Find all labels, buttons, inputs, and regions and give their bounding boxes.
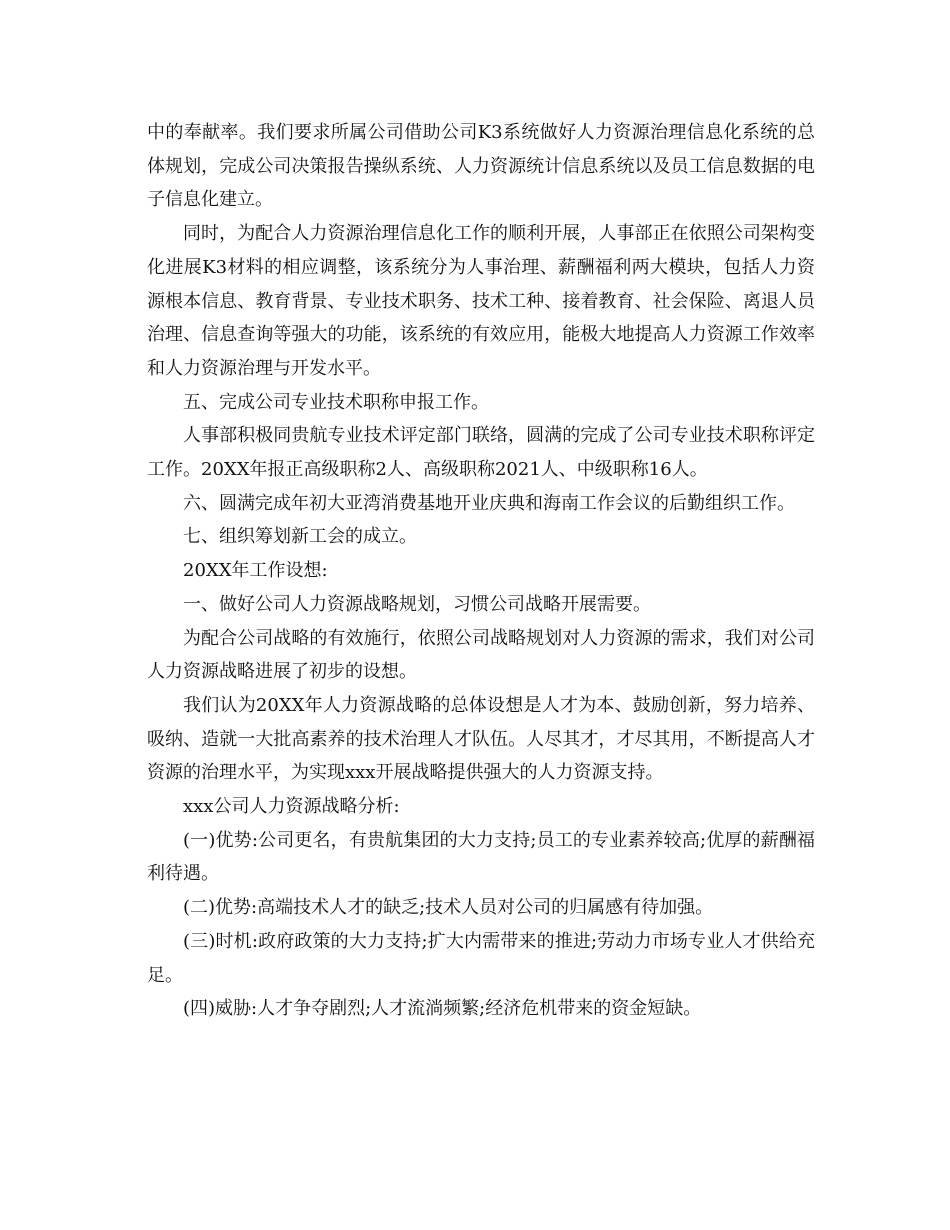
paragraph-6: 七、组织筹划新工会的成立。 — [183, 526, 417, 548]
paragraph-13: (二)优势:高端技术人才的缺乏;技术人员对公司的归属感有待加强。 — [183, 897, 714, 919]
paragraph-9: 为配合公司战略的有效施行，依照公司战略规划对人力资源的需求，我们对公司人力资源战略进展了初步的设想。 — [147, 627, 815, 683]
paragraph-5: 六、圆满完成年初大亚湾消费基地开业庆典和海南工作会议的后勤组织工作。 — [183, 492, 795, 514]
paragraph-15: (四)威胁:人才争夺剧烈;人才流淌频繁;经济危机带来的资金短缺。 — [183, 998, 702, 1020]
paragraph-12: (一)优势:公司更名，有贵航集团的大力支持;员工的专业素养较高;优厚的薪酬福利待遇。 — [147, 829, 815, 885]
paragraph-2: 同时，为配合人力资源治理信息化工作的顺利开展，人事部正在依照公司架构变化进展K3材料的相应调整，该系统分为人事治理、薪酬福利两大模块，包括人力资源根本信息、教育背景、专业技术职务、技术工种、接着教育、社会保险、离退人员治理、信息查询等强大的功能，该系统的有效应用，能极大地提高人力资源工作效率和人力资源治理与开发水平。 — [147, 223, 815, 379]
paragraph-3: 五、完成公司专业技术职称申报工作。 — [183, 391, 489, 413]
document-body — [147, 116, 815, 1026]
paragraph-8: 一、做好公司人力资源战略规划，习惯公司战略开展需要。 — [183, 593, 651, 615]
paragraph-10: 我们认为20XX年人力资源战略的总体设想是人才为本、鼓励创新，努力培养、吸纳、造就一大批高素养的技术治理人才队伍。人尽其才，才尽其用，不断提高人才资源的治理水平，为实现xxx开展战略提供强大的人力资源支持。 — [147, 694, 815, 784]
paragraph-1: 中的奉献率。我们要求所属公司借助公司K3系统做好人力资源治理信息化系统的总体规划，完成公司决策报告操纵系统、人力资源统计信息系统以及员工信息数据的电子信息化建立。 — [147, 122, 815, 211]
paragraph-11: xxx公司人力资源战略分析: — [183, 796, 400, 818]
paragraph-14: (三)时机:政府政策的大力支持;扩大内需带来的推进;劳动力市场专业人才供给充足。 — [147, 930, 815, 986]
paragraph-4: 人事部积极同贵航专业技术评定部门联络，圆满的完成了公司专业技术职称评定工作。20XX年报正高级职称2人、高级职称2021人、中级职称16人。 — [147, 425, 815, 481]
paragraph-7: 20XX年工作设想: — [183, 560, 328, 582]
